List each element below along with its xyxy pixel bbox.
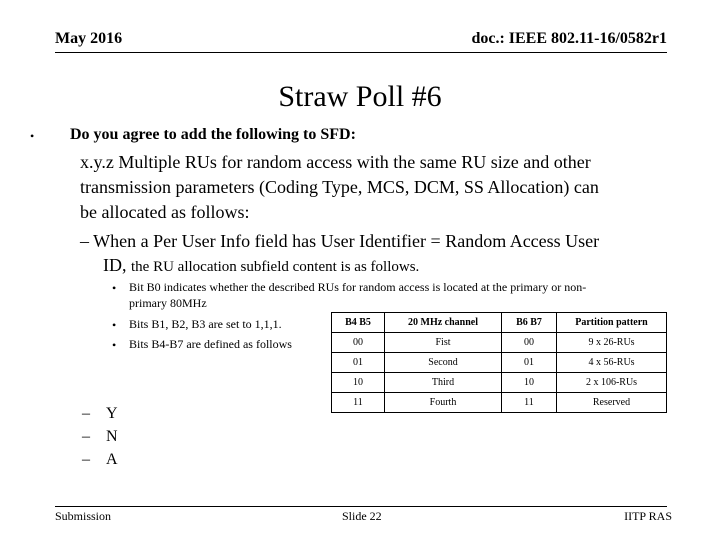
table-row [332, 353, 667, 373]
vote-option-a: A [106, 451, 118, 468]
vote-option-y-dash: – [82, 405, 90, 422]
para-line-1: x.y.z Multiple RUs for random access with the same RU size and other [80, 152, 591, 172]
table-row [332, 393, 667, 413]
table-cell: 9 x 26-RUs [557, 333, 667, 353]
table-header-row [332, 313, 667, 333]
table-header-cell: 20 MHz channel [385, 313, 502, 333]
table-cell: Second [385, 353, 502, 373]
table-cell: 4 x 56-RUs [557, 353, 667, 373]
slide-title: Straw Poll #6 [278, 80, 442, 113]
table-cell: 11 [332, 393, 385, 413]
vote-option-n: N [106, 428, 118, 445]
sub-item-line-2-start: ID, [103, 255, 131, 275]
table-header-cell: B4 B5 [332, 313, 385, 333]
sub-bullet-b0-line-1: Bit B0 indicates whether the described RUs for random access is located at the primary or non- [129, 280, 587, 294]
table-cell: Fourth [385, 393, 502, 413]
table-cell: 01 [502, 353, 557, 373]
vote-option-y: Y [106, 405, 118, 422]
table-cell: 10 [502, 373, 557, 393]
sub-bullet-b1b3: Bits B1, B2, B3 are set to 1,1,1. [129, 317, 282, 331]
table-cell: 10 [332, 373, 385, 393]
sub-bullet-b4b7: Bits B4-B7 are defined as follows [129, 337, 292, 351]
bullet-icon: • [112, 318, 117, 332]
vote-option-n-dash: – [82, 428, 90, 445]
table-header-cell: Partition pattern [557, 313, 667, 333]
table-cell: 00 [332, 333, 385, 353]
header-date: May 2016 [55, 30, 123, 47]
footer-org: IITP RAS [624, 509, 672, 523]
header-doc-id: doc.: IEEE 802.11-16/0582r1 [471, 30, 667, 47]
table-cell: Third [385, 373, 502, 393]
table-cell: 01 [332, 353, 385, 373]
bullet-icon: • [30, 129, 35, 143]
table-cell: 00 [502, 333, 557, 353]
sub-item-line-2-rest: the RU allocation subfield content is as follows. [131, 259, 420, 275]
table-cell: Fist [385, 333, 502, 353]
table-row [332, 373, 667, 393]
sub-bullet-b0-line-2: primary 80MHz [129, 296, 207, 310]
ru-allocation-table [331, 312, 667, 413]
table-header-cell: B6 B7 [502, 313, 557, 333]
bullet-icon: • [112, 281, 117, 295]
footer-submission: Submission [55, 509, 112, 523]
footer-slide-number: Slide 22 [342, 509, 382, 523]
footer-rule [55, 506, 667, 507]
header-rule [55, 52, 667, 53]
vote-option-a-dash: – [82, 451, 90, 468]
bullet-icon: • [112, 338, 117, 352]
sub-item-line-2 [103, 255, 419, 276]
question-text: Do you agree to add the following to SFD: [70, 126, 356, 143]
para-line-3: be allocated as follows: [80, 202, 250, 222]
table-row [332, 333, 667, 353]
para-line-2: transmission parameters (Coding Type, MCS, DCM, SS Allocation) can [80, 177, 599, 197]
table-cell: 2 x 106-RUs [557, 373, 667, 393]
sub-item-line-1: – When a Per User Info field has User Identifier = Random Access User [80, 231, 600, 251]
table-cell: Reserved [557, 393, 667, 413]
table-cell: 11 [502, 393, 557, 413]
